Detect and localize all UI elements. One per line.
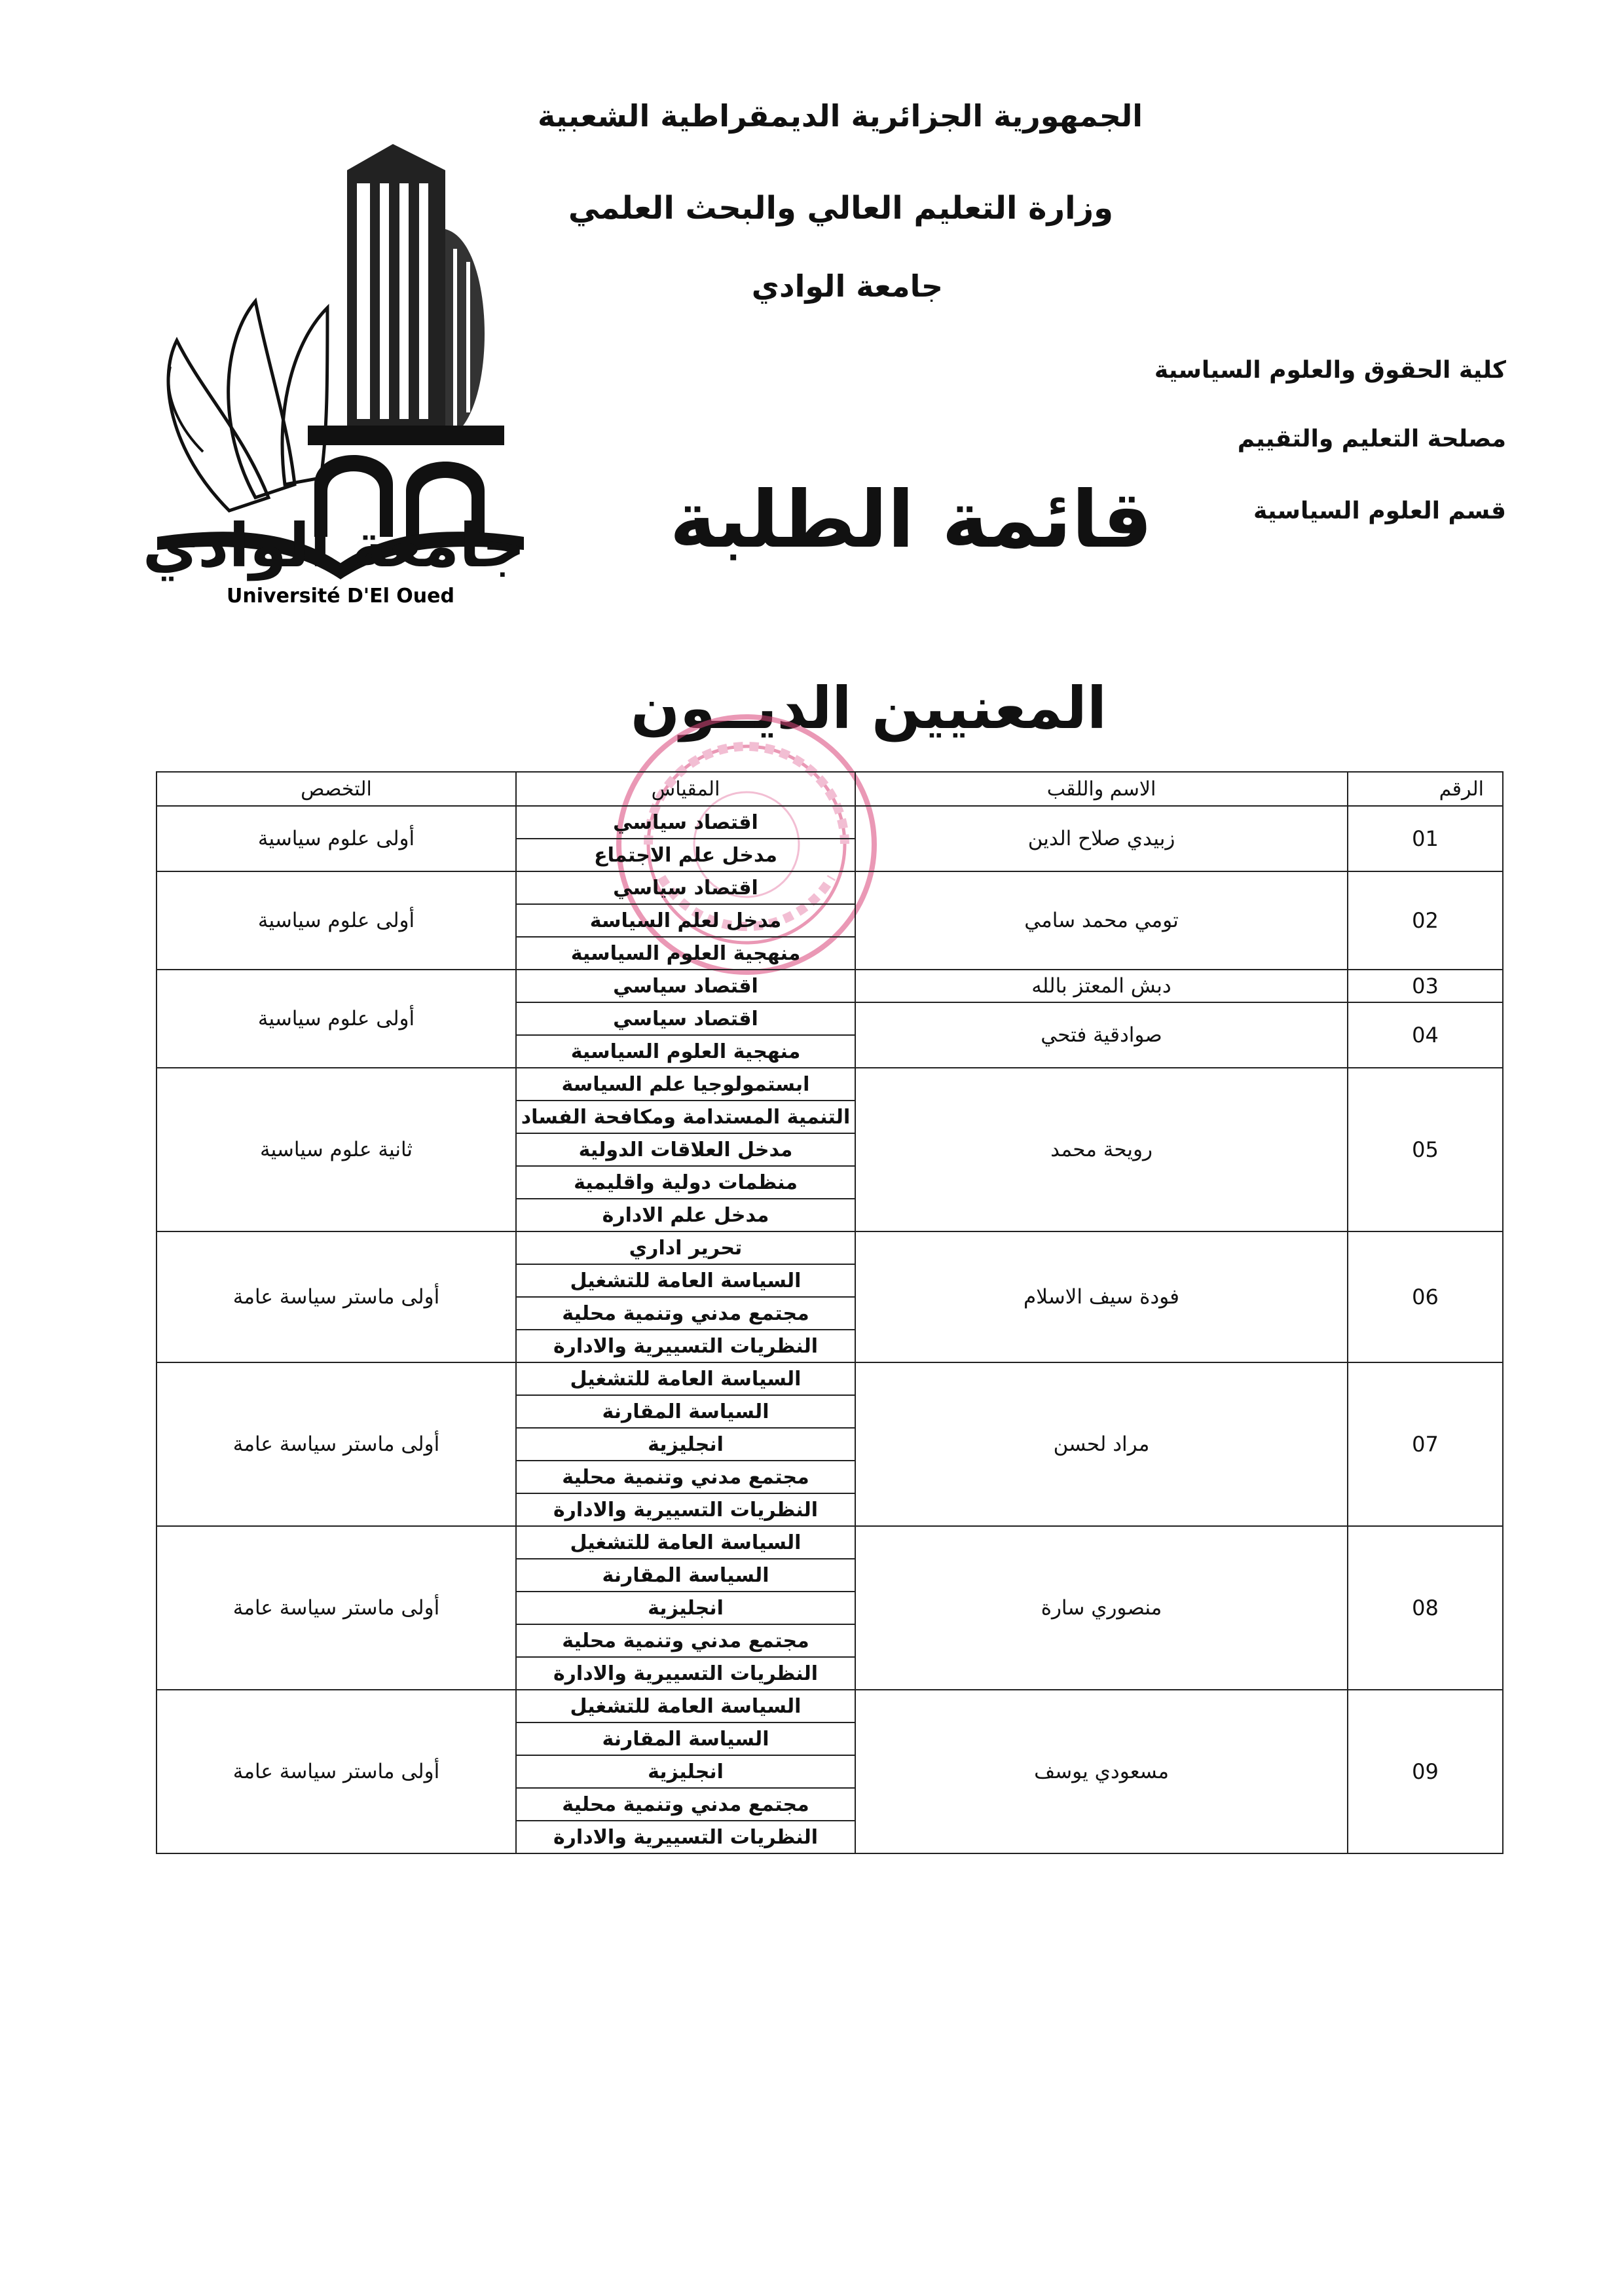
subject-cell: مدخل لعلم السياسة — [516, 904, 855, 937]
student-number: 06 — [1348, 1231, 1503, 1362]
subject-cell: مدخل العلاقات الدولية — [516, 1133, 855, 1166]
subject-cell: مدخل علم الادارة — [516, 1199, 855, 1231]
subject-cell: النظريات التسييرية والادارة — [516, 1493, 855, 1526]
student-number: 08 — [1348, 1526, 1503, 1690]
subject-cell: انجليزية — [516, 1755, 855, 1788]
subject-cell: السياسة العامة للتشغيل — [516, 1264, 855, 1297]
service-name: مصلحة التعليم والتقييم — [1237, 426, 1506, 452]
specialty-cell: أولى ماستر سياسة عامة — [157, 1362, 516, 1526]
student-name: منصوري سارة — [855, 1526, 1348, 1690]
table-row — [157, 1231, 1503, 1264]
subject-cell: السياسة العامة للتشغيل — [516, 1362, 855, 1395]
subject-cell: انجليزية — [516, 1428, 855, 1461]
subject-cell: النظريات التسييرية والادارة — [516, 1657, 855, 1690]
table-row — [157, 970, 1503, 1002]
section-name: قسم العلوم السياسية — [1253, 498, 1506, 524]
specialty-cell: أولى علوم سياسية — [157, 970, 516, 1068]
faculty-name: كلية الحقوق والعلوم السياسية — [1154, 357, 1506, 384]
list-title: قائمة الطلبة — [669, 475, 1153, 566]
student-number: 01 — [1348, 806, 1503, 871]
student-name: فودة سيف الاسلام — [855, 1231, 1348, 1362]
student-number: 02 — [1348, 871, 1503, 970]
table-header-row — [157, 772, 1503, 806]
subject-cell: اقتصاد سياسي — [516, 1002, 855, 1035]
republic-title: الجمهورية الجزائرية الديمقراطية الشعبية — [537, 98, 1143, 134]
student-name: تومي محمد سامي — [855, 871, 1348, 970]
specialty-cell: ثانية علوم سياسية — [157, 1068, 516, 1231]
student-number: 05 — [1348, 1068, 1503, 1231]
student-name: رويحة محمد — [855, 1068, 1348, 1231]
logo-arabic-name: جامعة الوادي — [142, 511, 526, 581]
subject-cell: اقتصاد سياسي — [516, 871, 855, 904]
table-row — [157, 1526, 1503, 1559]
specialty-cell: أولى ماستر سياسة عامة — [157, 1690, 516, 1853]
subject-cell: السياسة المقارنة — [516, 1722, 855, 1755]
subject-cell: مجتمع مدني وتنمية محلية — [516, 1297, 855, 1330]
header-specialty: التخصص — [157, 772, 516, 806]
subject-cell: السياسة العامة للتشغيل — [516, 1690, 855, 1722]
subject-cell: ابستمولوجيا علم السياسة — [516, 1068, 855, 1101]
subject-cell: منهجية العلوم السياسية — [516, 937, 855, 970]
student-name: زبيدي صلاح الدين — [855, 806, 1348, 871]
specialty-cell: أولى علوم سياسية — [157, 871, 516, 970]
university-title: جامعة الوادي — [751, 268, 943, 304]
subject-cell: التنمية المستدامة ومكافحة الفساد — [516, 1101, 855, 1133]
table-row — [157, 806, 1503, 839]
subject-cell: انجليزية — [516, 1592, 855, 1624]
subject-cell: النظريات التسييرية والادارة — [516, 1821, 855, 1853]
subject-cell: منظمات دولية واقليمية — [516, 1166, 855, 1199]
students-table — [156, 771, 1504, 1854]
student-name: صوادقية فتحي — [855, 1002, 1348, 1068]
ministry-title: وزارة التعليم العالي والبحث العلمي — [568, 190, 1113, 227]
table-row — [157, 1690, 1503, 1722]
subject-cell: مدخل علم الاجتماع — [516, 839, 855, 871]
subject-cell: السياسة العامة للتشغيل — [516, 1526, 855, 1559]
specialty-cell: أولى علوم سياسية — [157, 806, 516, 871]
specialty-cell: أولى ماستر سياسة عامة — [157, 1526, 516, 1690]
subject-cell: السياسة المقارنة — [516, 1559, 855, 1592]
table-row — [157, 871, 1503, 904]
student-number: 07 — [1348, 1362, 1503, 1526]
specialty-cell: أولى ماستر سياسة عامة — [157, 1231, 516, 1362]
subject-cell: مجتمع مدني وتنمية محلية — [516, 1461, 855, 1493]
subject-cell: اقتصاد سياسي — [516, 806, 855, 839]
header-subject: المقياس — [516, 772, 855, 806]
subject-cell: مجتمع مدني وتنمية محلية — [516, 1788, 855, 1821]
student-number: 03 — [1348, 970, 1503, 1002]
student-number: 09 — [1348, 1690, 1503, 1853]
student-name: مراد لحسن — [855, 1362, 1348, 1526]
subject-cell: مجتمع مدني وتنمية محلية — [516, 1624, 855, 1657]
header-number: الرقم — [1348, 772, 1503, 806]
sub-title: المعنيين الديــون — [631, 674, 1107, 742]
subject-cell: تحرير اداري — [516, 1231, 855, 1264]
svg-text:Université D'El Oued: Université D'El Oued — [227, 585, 454, 608]
subject-cell: منهجية العلوم السياسية — [516, 1035, 855, 1068]
header-name: الاسم واللقب — [855, 772, 1348, 806]
table-row — [157, 1362, 1503, 1395]
student-number: 04 — [1348, 1002, 1503, 1068]
table-row — [157, 1068, 1503, 1101]
subject-cell: النظريات التسييرية والادارة — [516, 1330, 855, 1362]
subject-cell: اقتصاد سياسي — [516, 970, 855, 1002]
subject-cell: السياسة المقارنة — [516, 1395, 855, 1428]
student-name: مسعودي يوسف — [855, 1690, 1348, 1853]
student-name: دبش المعتز بالله — [855, 970, 1348, 1002]
